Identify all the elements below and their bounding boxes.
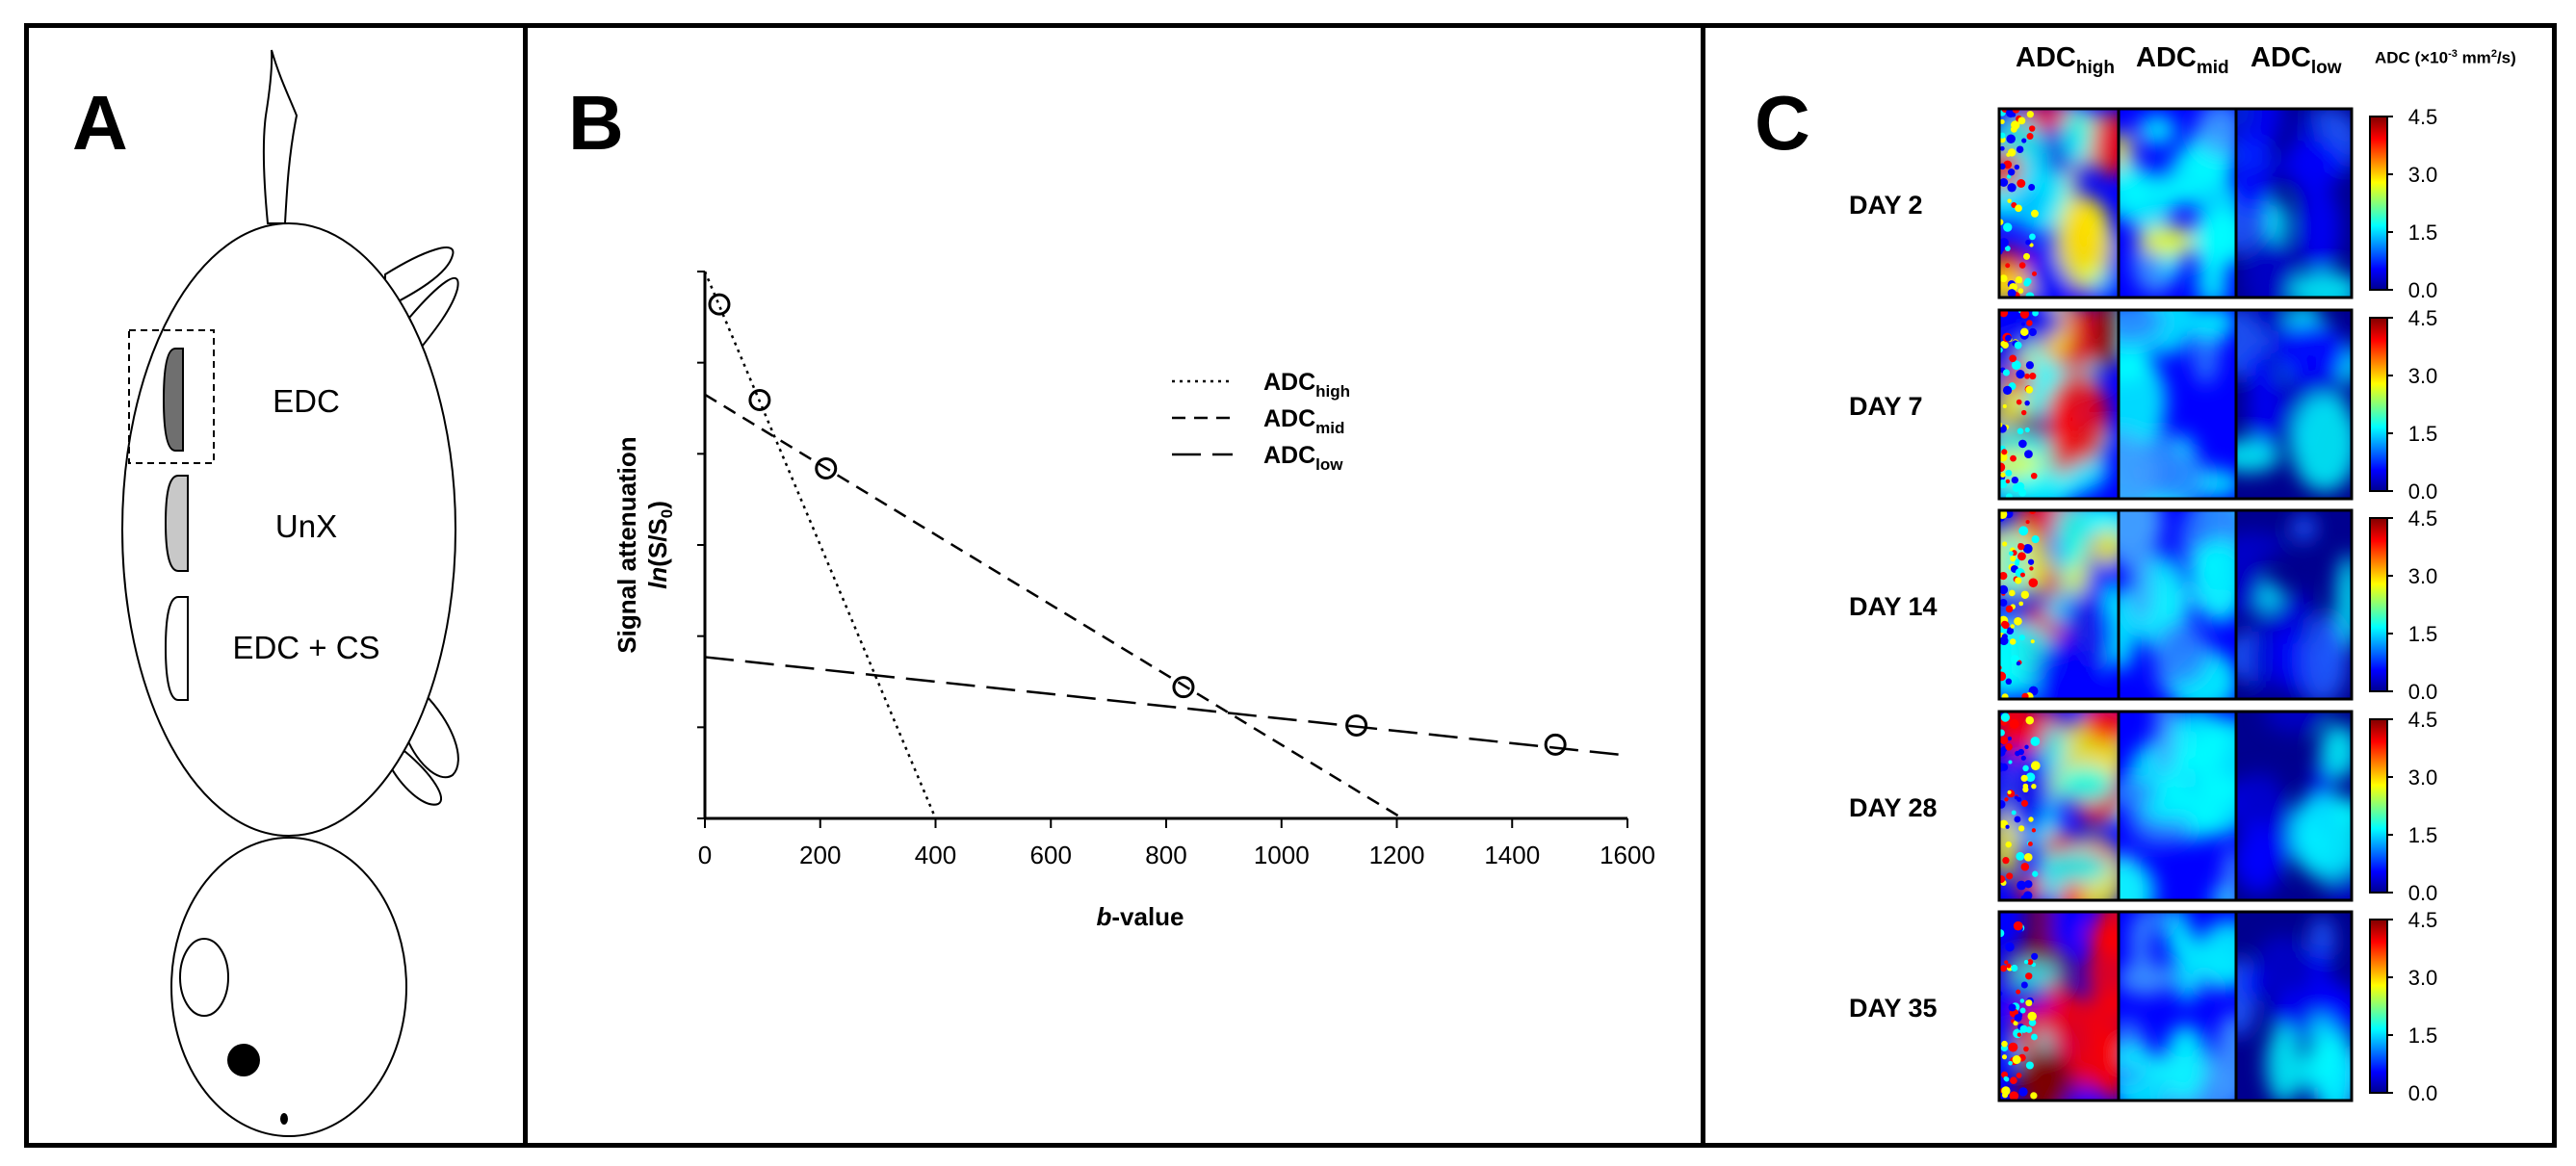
x-tick-label: 1600 xyxy=(1600,841,1655,869)
label-edc-cs: EDC + CS xyxy=(232,630,380,665)
colorbar xyxy=(2370,518,2387,691)
colorbar-tick-label: 1.5 xyxy=(2407,622,2438,646)
colorbar-tick-label: 0.0 xyxy=(2407,278,2438,302)
x-tick-label: 1200 xyxy=(1368,841,1425,869)
x-tick-label: 1400 xyxy=(1484,841,1541,869)
colorbar-tick-label: 3.0 xyxy=(2407,564,2438,588)
col-head-low: $ADC_{low}$ xyxy=(2251,42,2342,78)
col-head-mid: $ADC_{mid}$ xyxy=(2136,42,2229,78)
colorbar-tick-label: 3.0 xyxy=(2407,364,2438,388)
panel-b-letter: B xyxy=(568,80,624,166)
colorbar-title: ADC ($\times 10^{-3}$ $mm^2/s$) xyxy=(2375,48,2516,67)
colorbar-tick-label: 4.5 xyxy=(2407,306,2438,330)
label-edc: EDC xyxy=(273,383,340,419)
colorbar-tick-label: 1.5 xyxy=(2407,422,2438,446)
day-label: DAY 14 xyxy=(1849,592,1938,621)
x-tick-label: 1000 xyxy=(1253,841,1310,869)
x-tick-label: 400 xyxy=(914,841,957,869)
map-row-1 xyxy=(1967,66,2437,314)
legend-label-high: $ADC_{high}$ xyxy=(1263,369,1351,401)
colorbar-tick-label: 0.0 xyxy=(2407,881,2438,905)
label-unx: UnX xyxy=(274,508,338,544)
svg-text:Signal attenuation: Signal attenuation xyxy=(612,436,641,654)
day-label: DAY 35 xyxy=(1849,994,1938,1023)
day-label: DAY 28 xyxy=(1849,793,1938,822)
map-row-3 xyxy=(1975,473,2437,737)
colorbar-tick-label: 0.0 xyxy=(2407,1081,2438,1105)
colorbar-tick-label: 3.0 xyxy=(2407,163,2438,187)
legend-label-mid: $ADC_{mid}$ xyxy=(1263,405,1345,437)
panel-c-letter: C xyxy=(1755,80,1810,166)
colorbar xyxy=(2370,920,2387,1093)
colorbar-tick-label: 1.5 xyxy=(2407,1023,2438,1048)
map-cell xyxy=(1967,102,2141,307)
colorbar-tick-label: 4.5 xyxy=(2407,908,2438,932)
colorbar-tick-label: 4.5 xyxy=(2407,506,2438,531)
colorbar-tick-label: 4.5 xyxy=(2407,708,2438,732)
colorbar-tick-label: 4.5 xyxy=(2407,105,2438,129)
day-label: DAY 7 xyxy=(1849,392,1923,421)
colorbar xyxy=(2370,318,2387,491)
map-row-4 xyxy=(1991,673,2438,941)
legend-label-low: $ADC_{low}$ xyxy=(1263,442,1343,474)
colorbar-tick-label: 1.5 xyxy=(2407,220,2438,245)
colorbar-tick-label: 0.0 xyxy=(2407,479,2438,504)
map-row-2 xyxy=(1972,270,2438,534)
map-cell xyxy=(1972,279,2141,514)
colorbar-tick-label: 3.0 xyxy=(2407,966,2438,990)
x-tick-label: 800 xyxy=(1145,841,1187,869)
map-row-5 xyxy=(1991,874,2438,1133)
colorbar xyxy=(2370,719,2387,893)
x-tick-label: 600 xyxy=(1029,841,1072,869)
col-head-high: $ADC_{high}$ xyxy=(2016,42,2115,78)
x-tick-label: 0 xyxy=(697,841,713,869)
colorbar xyxy=(2370,117,2387,290)
x-tick-label: 200 xyxy=(799,841,842,869)
map-cell xyxy=(2222,912,2371,1123)
svg-text:ln(S/S0): $\ln(S/S_0)$ xyxy=(643,501,676,589)
x-axis-label: b-value xyxy=(1096,902,1184,931)
colorbar-tick-label: 1.5 xyxy=(2407,823,2438,847)
colorbar-tick-label: 3.0 xyxy=(2407,765,2438,790)
colorbar-tick-label: 0.0 xyxy=(2407,680,2438,704)
panel-a-letter: A xyxy=(72,80,128,166)
day-label: DAY 2 xyxy=(1849,191,1923,220)
